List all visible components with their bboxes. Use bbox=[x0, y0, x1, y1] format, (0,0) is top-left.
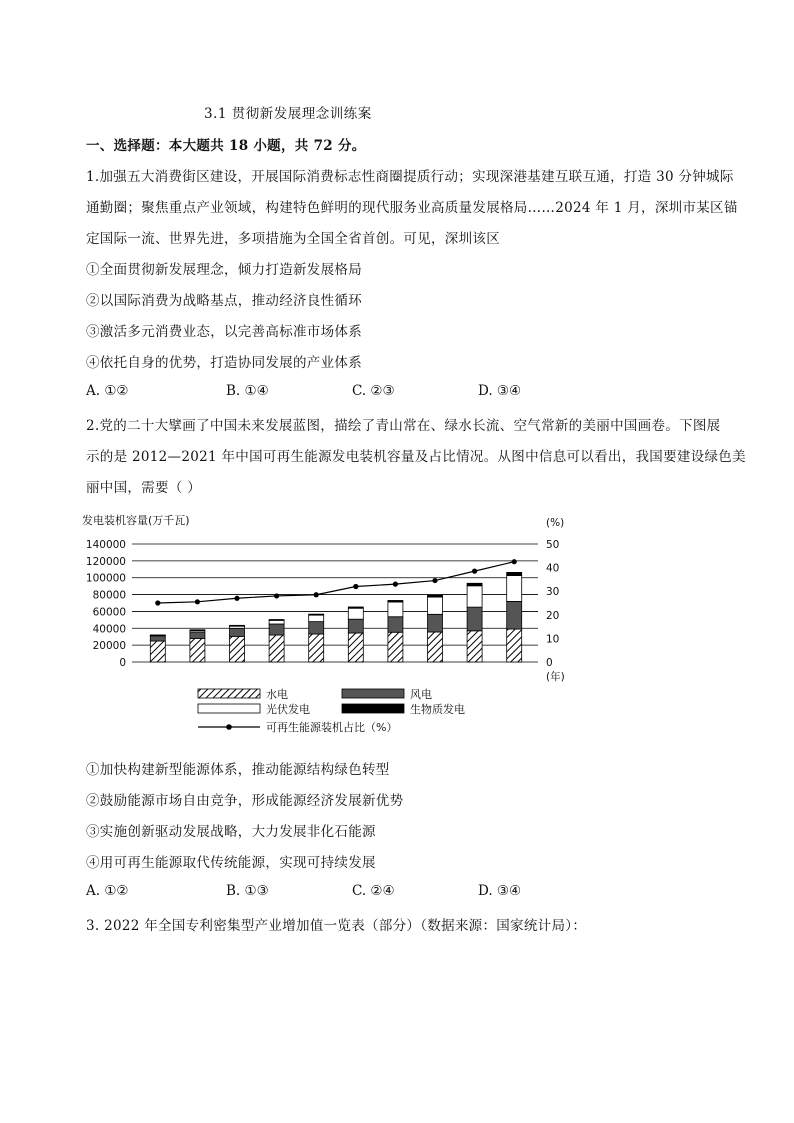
renewable-capacity-chart bbox=[70, 508, 565, 740]
q2-stem-line: 2.党的二十大擘画了中国未来发展蓝图，描绘了青山常在、绿水长流、空气常新的美丽中国画卷。下图展 bbox=[86, 418, 721, 434]
y-tick-left: 100000 bbox=[85, 572, 126, 585]
legend-hydro-swatch bbox=[198, 689, 260, 698]
share-point bbox=[353, 584, 358, 589]
bar-wind bbox=[467, 607, 482, 631]
q2-option-b: B. ①③ bbox=[226, 883, 269, 899]
legend-solar-swatch bbox=[198, 704, 260, 713]
bar-hydro bbox=[269, 635, 284, 662]
bar-bio bbox=[388, 600, 403, 602]
q1-item: ①全面贯彻新发展理念，倾力打造新发展格局 bbox=[86, 262, 362, 278]
bar-bio bbox=[507, 572, 522, 575]
legend-line-marker bbox=[226, 724, 232, 730]
bar-hydro bbox=[348, 633, 363, 662]
bar-hydro bbox=[230, 636, 245, 662]
y-tick-right: 10 bbox=[546, 633, 560, 646]
bar-solar bbox=[348, 608, 363, 619]
share-point bbox=[472, 569, 477, 574]
bar-wind bbox=[150, 636, 165, 641]
bar-solar bbox=[269, 620, 284, 624]
bar-bio bbox=[190, 630, 205, 631]
y-tick-right: 30 bbox=[546, 586, 560, 599]
share-point bbox=[195, 599, 200, 604]
bar-solar bbox=[428, 597, 443, 614]
q1-option-b: B. ①④ bbox=[226, 383, 269, 399]
q2-item: ②鼓励能源市场自由竞争，形成能源经济发展新优势 bbox=[86, 793, 404, 809]
legend-bio-label: 生物质发电 bbox=[410, 703, 465, 716]
bar-hydro bbox=[388, 632, 403, 662]
y-tick-left: 60000 bbox=[92, 606, 126, 619]
bar-wind bbox=[309, 622, 324, 634]
share-point bbox=[393, 582, 398, 587]
bar-wind bbox=[428, 614, 443, 632]
q1-stem-line: 通勤圈；聚焦重点产业领域，构建特色鲜明的现代服务业高质量发展格局……2024 年 1 月，深圳市某区锚 bbox=[86, 200, 738, 216]
q1-item: ②以国际消费为战略基点，推动经济良性循环 bbox=[86, 293, 362, 309]
y-tick-right: 20 bbox=[546, 609, 560, 622]
share-point bbox=[274, 593, 279, 598]
y-tick-left: 40000 bbox=[92, 623, 126, 636]
x-axis-label: (年) bbox=[546, 671, 565, 683]
bar-bio bbox=[348, 607, 363, 608]
q2-item: ①加快构建新型能源体系，推动能源结构绿色转型 bbox=[86, 762, 390, 778]
share-point bbox=[432, 578, 437, 583]
bar-solar bbox=[467, 586, 482, 607]
bar-wind bbox=[269, 624, 284, 635]
q1-item: ③激活多元消费业态，以完善高标准市场体系 bbox=[86, 324, 362, 340]
bar-hydro bbox=[467, 631, 482, 662]
q2-option-d: D. ③④ bbox=[478, 883, 522, 899]
legend-solar-label: 光伏发电 bbox=[266, 703, 310, 716]
bar-hydro bbox=[150, 641, 165, 662]
share-point bbox=[234, 596, 239, 601]
share-point bbox=[314, 592, 319, 597]
q1-item: ④依托自身的优势，打造协同发展的产业体系 bbox=[86, 355, 362, 371]
section-header: 一、选择题：本大题共 18 小题，共 72 分。 bbox=[86, 138, 366, 154]
q1-stem-line: 1.加强五大消费街区建设，开展国际消费标志性商圈提质行动；实现深港基建互联互通，打造 30 分钟城际 bbox=[86, 169, 734, 185]
q2-item: ③实施创新驱动发展战略，大力发展非化石能源 bbox=[86, 824, 376, 840]
q1-option-d: D. ③④ bbox=[478, 383, 522, 399]
bar-bio bbox=[309, 614, 324, 615]
share-point bbox=[512, 559, 517, 564]
bar-wind bbox=[190, 632, 205, 638]
y-tick-left: 20000 bbox=[92, 640, 126, 653]
share-line bbox=[158, 562, 514, 603]
q2-option-a: A. ①② bbox=[86, 883, 129, 899]
y-tick-left: 0 bbox=[119, 657, 126, 669]
y-axis-right-label: (%) bbox=[546, 517, 565, 529]
bar-bio bbox=[150, 635, 165, 636]
page-title: 3.1 贯彻新发展理念训练案 bbox=[204, 106, 372, 122]
legend-bio-swatch bbox=[342, 704, 404, 713]
bar-wind bbox=[230, 628, 245, 636]
bar-bio bbox=[467, 583, 482, 586]
bar-solar bbox=[388, 602, 403, 617]
y-tick-left: 120000 bbox=[85, 555, 126, 568]
y-tick-left: 140000 bbox=[85, 539, 126, 551]
legend-hydro-label: 水电 bbox=[266, 688, 288, 701]
legend-wind-label: 风电 bbox=[410, 688, 432, 701]
q2-item: ④用可再生能源取代传统能源，实现可持续发展 bbox=[86, 855, 376, 871]
bar-solar bbox=[309, 615, 324, 621]
y-tick-right: 40 bbox=[546, 562, 560, 575]
bar-hydro bbox=[309, 634, 324, 662]
bar-bio bbox=[428, 595, 443, 597]
legend-wind-swatch bbox=[342, 689, 404, 698]
y-tick-left: 80000 bbox=[92, 589, 126, 602]
bar-hydro bbox=[190, 638, 205, 662]
y-tick-right: 0 bbox=[546, 657, 553, 669]
q3-stem: 3. 2022 年全国专利密集型产业增加值一览表（部分）（数据来源：国家统计局）： bbox=[86, 918, 587, 934]
bar-hydro bbox=[428, 632, 443, 662]
q1-option-a: A. ①② bbox=[86, 383, 129, 399]
bar-bio bbox=[230, 625, 245, 626]
q2-stem-line: 丽中国，需要（ ） bbox=[86, 480, 201, 496]
legend-line-label: 可再生能源装机占比（%） bbox=[266, 721, 398, 734]
q2-option-c: C. ②④ bbox=[352, 883, 395, 899]
bar-wind bbox=[348, 619, 363, 633]
q1-stem-line: 定国际一流、世界先进，多项措施为全国全省首创。可见，深圳该区 bbox=[86, 231, 500, 247]
share-point bbox=[155, 600, 160, 605]
y-tick-right: 50 bbox=[546, 539, 560, 551]
bar-hydro bbox=[507, 629, 522, 662]
bar-solar bbox=[507, 576, 522, 602]
y-axis-left-label: 发电装机容量(万千瓦) bbox=[82, 514, 190, 527]
q1-option-c: C. ②③ bbox=[352, 383, 395, 399]
bar-bio bbox=[269, 620, 284, 621]
q2-stem-line: 示的是 2012—2021 年中国可再生能源发电装机容量及占比情况。从图中信息可以看出，我国要建设绿色美 bbox=[86, 449, 746, 465]
bar-wind bbox=[388, 617, 403, 633]
bar-wind bbox=[507, 601, 522, 629]
